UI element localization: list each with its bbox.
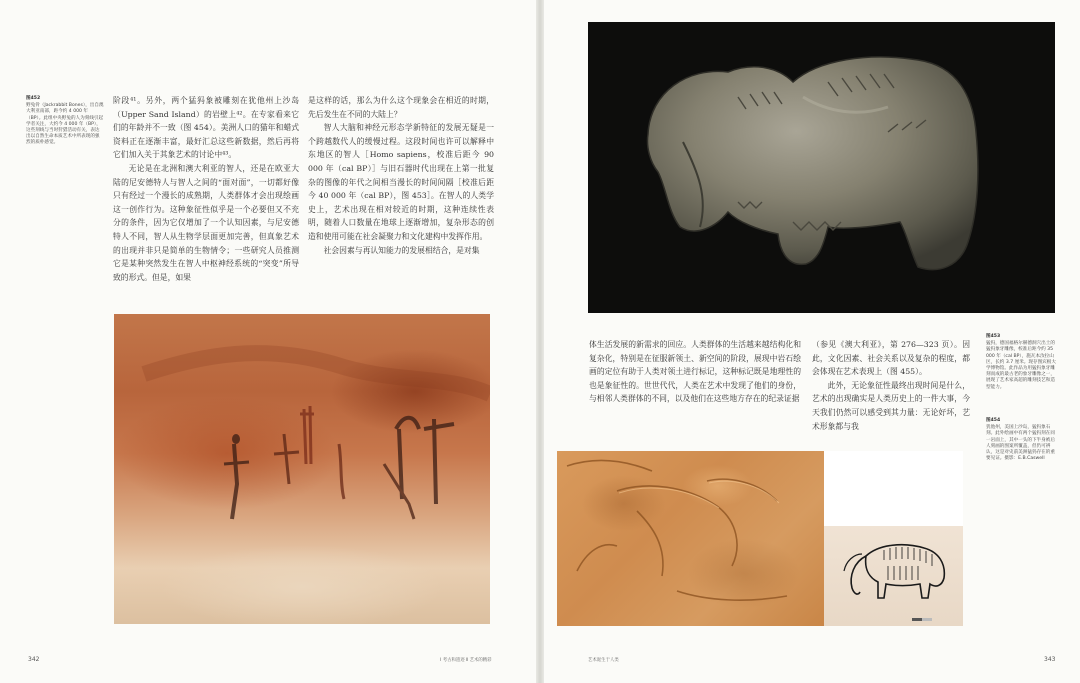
left-page-column-2: [308, 94, 494, 257]
book-gutter: [536, 0, 544, 683]
mammoth-ivory-figurine: [588, 22, 1055, 313]
paragraph: 此外，无论象征性最终出现时间是什么，艺术的出现确实是人类历史上的一件大事，今天我们仍然可以感受到其力量：无论好坏，艺术形象都与我: [812, 380, 970, 431]
mammoth-tracing: [824, 526, 963, 626]
caption-text: 猛犸，德国福格尔赫德洞穴出土的猛犸象牙雕像，校准后距今约 35 000 年（cal BP），施瓦本汝拉山区，长约 3.7 厘米。现存图宾根大学博物馆。此作品为用猛犸象牙雕刻而成的最古老的象牙雕像之一，展现了艺术家高超的雕刻技艺和造型能力。: [986, 341, 1056, 390]
page-number: 343: [1044, 656, 1056, 663]
caption-title: 图454: [986, 418, 1001, 423]
drawing-panel-blank: [824, 451, 963, 526]
right-page-column-2: [812, 338, 970, 433]
mammoth-figurine-photo: [588, 22, 1055, 313]
mammoth-tracing-drawing: [824, 526, 963, 626]
stone-engraving-lines: [557, 451, 824, 626]
left-page-column-1: [113, 94, 299, 284]
paragraph: 阶段⁴¹。另外，两个猛犸象被雕刻在犹他州上沙岛（Upper Sand Island）的岩壁上⁴²。在专家看来它们的年龄并不一致（图 454）。美洲人口的猫年和蜡式资料正在逐渐丰富，最好汇总这些新数据，然后再将它们加入关于其象艺术的讨论中⁴³。: [113, 96, 299, 160]
paragraph: 体生活发展的新需求的回应。人类群体的生活越来越结构化和复杂化，特别是在征服新领土、新空间的阶段，展现中岩石绘画的定位有助于人类对领土进行标记，这种标记既是地理性的也是象征性的。世世代代，人类在艺术中发现了他们的身份，与相邻人类群体的不同，以及他们在这些地方存在的纪录证据: [589, 340, 801, 404]
running-head: 艺术诞生于人类: [588, 658, 619, 663]
cave-painting-photo: [114, 314, 490, 624]
caption-figure-454: [986, 418, 1058, 462]
caption-text: 犹他州，美国上沙岛，猛犸象石刻。此外绘画中有两个猛犸刻在同一岩面上，其中一头的下半身被后人刻画的图案所覆盖，但仍可辨认，这是对史前美洲猛犸存在的重要见证。摄影：E.B.Caswell: [986, 425, 1055, 462]
caption-figure-453: [986, 334, 1058, 391]
paragraph: 社会因素与再认知能力的发展相结合，是对集: [323, 245, 480, 255]
caption-figure-452: [26, 96, 104, 147]
paragraph: 无论是在北洲和澳大利亚的智人，还是在欧亚大陆的尼安德特人与智人之间的“面对面”，一切都好像只有经过一个漫长的成熟期，人类群体才会出现绘画这一创作行为。这种象征性似乎是一个必要但又不充分的条件，因为它仅增加了一个认知因素，与尼安德特人不同，智人从生物学层面更加完善，但真象艺术的出现并非只是简单的生物情令；一些研究人员推测它是某种突然发生在智人中枢神经系统的“突变”所导致的形式。但是，如果: [113, 163, 299, 282]
running-head: I 考古和遗迹 Ⅱ 艺术的精彩: [440, 658, 492, 663]
page-number: 342: [28, 656, 40, 663]
paragraph: 是这样的话，那么为什么这个现象会在相近的时期，先后发生在不同的大陆上？: [308, 96, 494, 119]
cave-painting-figures: [114, 314, 490, 624]
engraved-stone-photo: [557, 451, 824, 626]
paragraph: （参见《澳大利亚》，第 276—323 页）。因此，文化因素、社会关系以及复杂的程度，都会体现在艺术表现上（图 455）。: [812, 340, 970, 377]
caption-title: 图452: [26, 96, 41, 101]
caption-text: 野兔骨（Jackrabbit Bones），出自澳大利亚南部，距今约 4 000 年（BP）。此组中央野兔的人为刻线引起学者关注，大约今 4 000 年（BP），这些刻线与当时狩猎活动有关，表达出以自然生命本质艺术中所表现的强烈的质朴感觉。: [26, 103, 104, 146]
right-page-column-1: [589, 338, 801, 406]
caption-title: 图453: [986, 334, 1001, 339]
paragraph: 智人大脑和神经元形态学新特征的发展无疑是一个跨越数代人的缓慢过程。这段时间也许可以解释中东地区的智人［Homo sapiens，校准后距今 90 000 年（cal BP）］与旧石器时代出现在上第一批复杂的图像的年代之间相当漫长的时间间隔［校准后距今 40 000 年（cal BP），图 453］。在智人的人类学史上，艺术出现在相对较近的时期，这种连续性表明，随着人口数量在地球上逐渐增加，复杂形态的创造和使用可能在社会凝聚力和文化建构中发挥作用。: [308, 123, 494, 241]
